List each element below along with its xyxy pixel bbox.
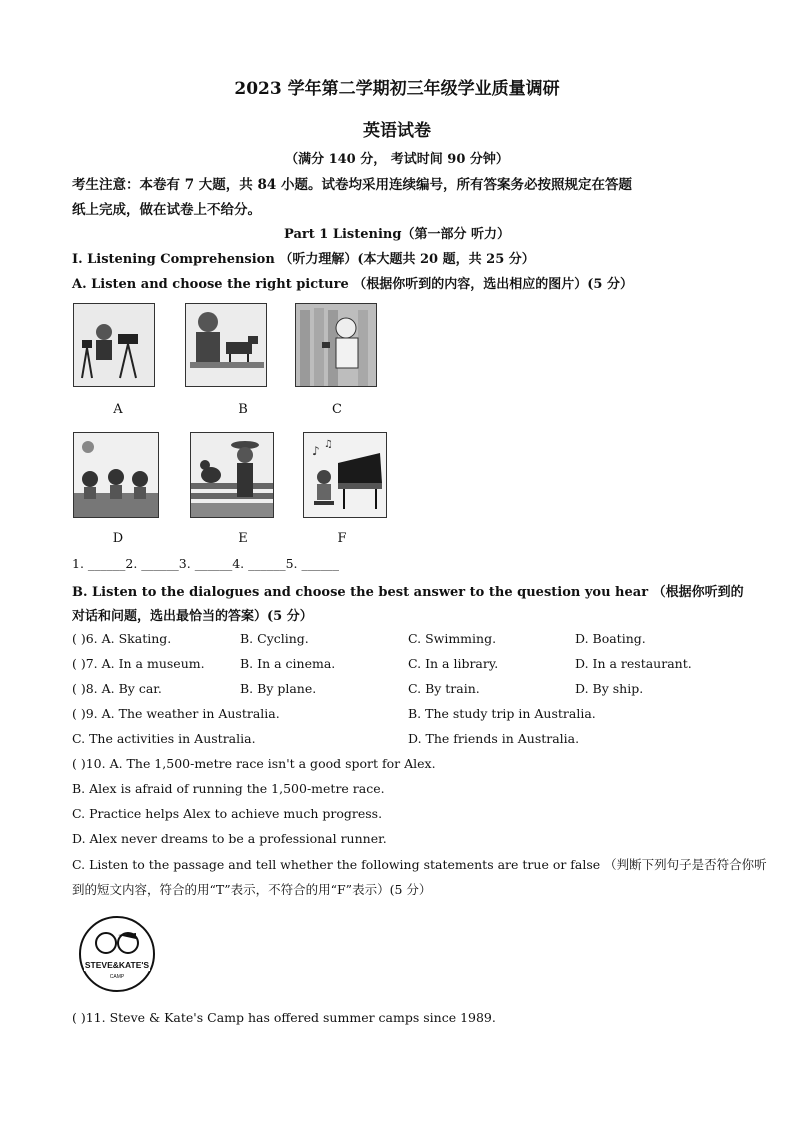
question-8-option-a: ( )8. A. By car. bbox=[72, 681, 162, 696]
picture-b bbox=[185, 303, 267, 387]
question-10-option-a: ( )10. A. The 1,500-metre race isn't a good sport for Alex. bbox=[72, 756, 436, 771]
question-8-option-c: C. By train. bbox=[408, 681, 480, 696]
picture-f bbox=[303, 432, 387, 518]
question-7-option-a: ( )7. A. In a museum. bbox=[72, 656, 205, 671]
answer-blanks-1-5: 1. ______2. ______3. ______4. ______5. ______ bbox=[72, 556, 339, 571]
picture-f-label: F bbox=[337, 531, 347, 546]
question-8-option-b: B. By plane. bbox=[240, 681, 317, 696]
notice-line-1: 考生注意：本卷有 7 大题，共 84 小题。试卷均采用连续编号，所有答案务必按照规定在答题 bbox=[72, 177, 632, 193]
picture-d bbox=[73, 432, 159, 518]
question-7-option-c: C. In a library. bbox=[408, 656, 499, 671]
question-9-option-a: ( )9. A. The weather in Australia. bbox=[72, 706, 280, 721]
question-6-option-b: B. Cycling. bbox=[240, 631, 309, 646]
picture-d-label: D bbox=[112, 531, 124, 546]
question-9-option-d: D. The friends in Australia. bbox=[408, 731, 580, 746]
question-10-option-d: D. Alex never dreams to be a professional runner. bbox=[72, 831, 387, 846]
svg-text:♫: ♫ bbox=[324, 439, 333, 450]
camp-logo-text: STEVE&KATE'S bbox=[84, 960, 150, 970]
question-7-option-d: D. In a restaurant. bbox=[575, 656, 692, 671]
boy-painting-fence-icon bbox=[296, 304, 376, 386]
part1-heading: Part 1 Listening（第一部分 听力） bbox=[284, 227, 510, 242]
girl-with-rooster-on-farm-icon bbox=[191, 433, 273, 517]
camp-logo-icon bbox=[78, 915, 156, 993]
exam-info: （满分 140 分， 考试时间 90 分钟） bbox=[285, 152, 509, 167]
man-with-camera-tripods-icon bbox=[74, 304, 154, 386]
question-6-option-d: D. Boating. bbox=[575, 631, 646, 646]
picture-a bbox=[73, 303, 155, 387]
section-C-heading-line2: 到的短文内容，符合的用“T”表示，不符合的用“F”表示）(5 分） bbox=[72, 882, 432, 897]
picture-e-label: E bbox=[238, 531, 248, 546]
exam-subject: 英语试卷 bbox=[363, 121, 431, 141]
question-9-option-b: B. The study trip in Australia. bbox=[408, 706, 596, 721]
camp-logo-subtext: CAMP bbox=[109, 974, 125, 980]
section-B-heading-line2: 对话和问题，选出最恰当的答案）(5 分） bbox=[72, 609, 313, 624]
question-6-option-a: ( )6. A. Skating. bbox=[72, 631, 172, 646]
notice-line-2: 纸上完成，做在试卷上不给分。 bbox=[72, 202, 261, 218]
section-C-heading-line1: C. Listen to the passage and tell whether the following statements are true or false （判断下列句子是否符合你听 bbox=[72, 857, 767, 872]
picture-b-label: B bbox=[238, 402, 248, 417]
question-10-option-b: B. Alex is afraid of running the 1,500-metre race. bbox=[72, 781, 385, 796]
question-7-option-b: B. In a cinema. bbox=[240, 656, 336, 671]
child-playing-piano-icon bbox=[304, 433, 386, 517]
exam-title: 2023 学年第二学期初三年级学业质量调研 bbox=[234, 79, 560, 99]
picture-c bbox=[295, 303, 377, 387]
question-6-option-c: C. Swimming. bbox=[408, 631, 497, 646]
section-I-heading: I. Listening Comprehension （听力理解）(本大题共 20 题，共 25 分） bbox=[72, 252, 535, 267]
section-B-heading-line1: B. Listen to the dialogues and choose the best answer to the question you hear （根据你听到的 bbox=[72, 585, 744, 600]
question-8-option-d: D. By ship. bbox=[575, 681, 644, 696]
children-in-field-icon bbox=[74, 433, 158, 517]
question-11: ( )11. Steve & Kate's Camp has offered summer camps since 1989. bbox=[72, 1010, 496, 1025]
picture-a-label: A bbox=[113, 402, 123, 417]
picture-e bbox=[190, 432, 274, 518]
svg-text:♪: ♪ bbox=[312, 444, 320, 458]
man-with-robot-dog-icon bbox=[186, 304, 266, 386]
section-A-heading: A. Listen and choose the right picture （根据你听到的内容，选出相应的图片）(5 分） bbox=[72, 277, 633, 292]
question-10-option-c: C. Practice helps Alex to achieve much progress. bbox=[72, 806, 383, 821]
picture-c-label: C bbox=[332, 402, 342, 417]
question-9-option-c: C. The activities in Australia. bbox=[72, 731, 256, 746]
steve-and-kates-camp-logo bbox=[78, 915, 156, 993]
